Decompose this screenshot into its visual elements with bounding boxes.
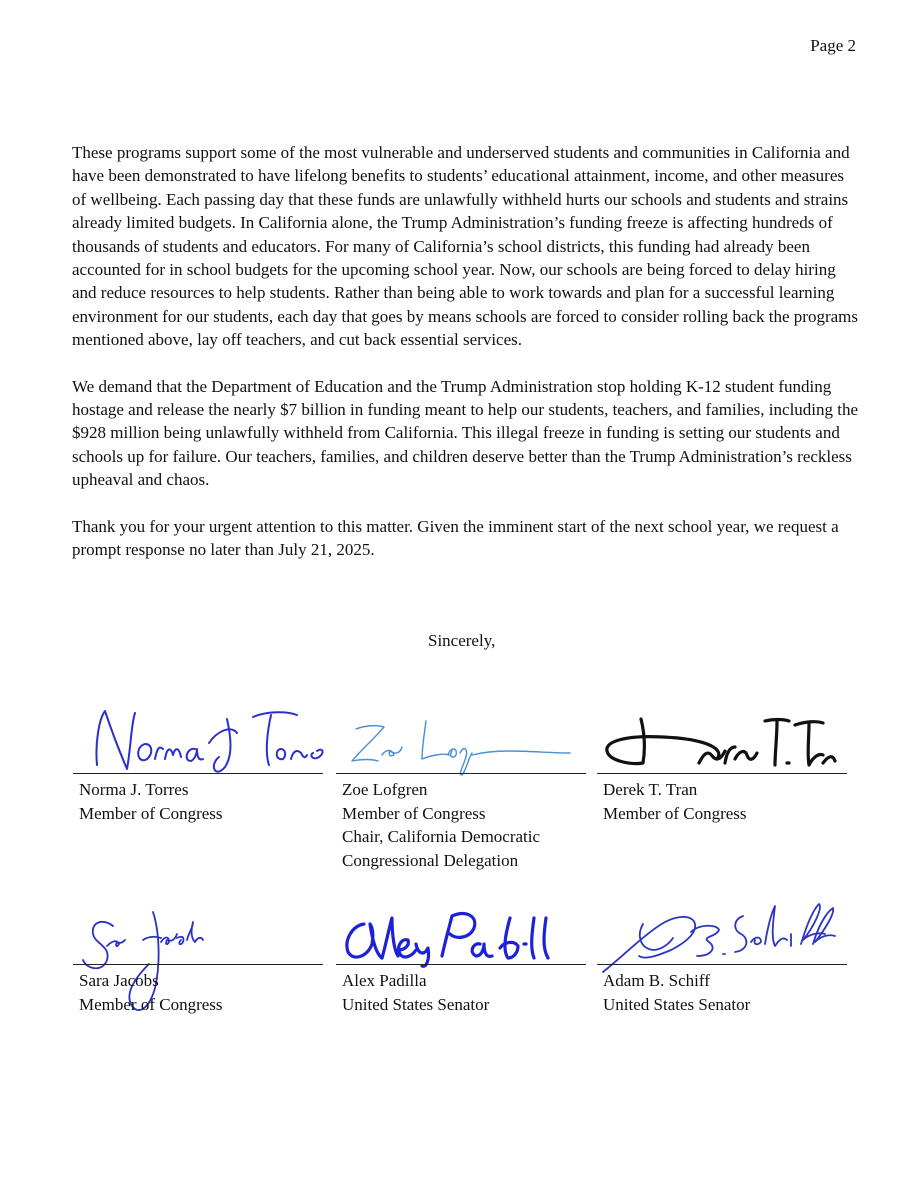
page-number: Page 2 [810, 36, 856, 55]
signatory-name: Zoe Lofgren [342, 780, 428, 799]
signatory-role-continued: Congressional Delegation [342, 850, 519, 870]
signatory-name: Adam B. Schiff [603, 971, 710, 990]
letter-body [72, 141, 862, 585]
signature-line [597, 964, 847, 965]
signature-tran [597, 711, 847, 777]
paragraph-1: These programs support some of the most vulnerable and underserved students and communities in California and have been demonstrated to have lifelong benefits to students’ educational attainment, income, and other measures of wellbeing. Each passing day that these funds are unlawfully withheld hurts our schools and students and strains already limited budgets. In California alone, the Trump Administration’s funding freeze is affecting hundreds of thousands of students and educators. For many of California’s school districts, this funding had already been accounted for in school budgets for the upcoming school year. Now, our schools are being forced to delay hiring and reduce resources to help students. Rather than being able to work towards and plan for a successful learning environment for our students, each day that goes by means schools are forced to consider rolling back the programs mentioned above, lay off teachers, and cut back essential services. [72, 143, 859, 350]
signatory-role: Chair, California Democratic [342, 827, 541, 846]
signatory-title: Member of Congress [79, 994, 223, 1014]
signature-line [73, 773, 323, 774]
signature-line [597, 773, 847, 774]
signature-torres [91, 703, 331, 783]
signatory-name: Derek T. Tran [603, 780, 698, 799]
paragraph-2: We demand that the Department of Education and the Trump Administration stop holding K-12 student funding hostage and release the nearly $7 billion in funding meant to help our students, teachers, and families, including the $928 million being unlawfully withheld from California. This illegal freeze in funding is setting our students and schools up for failure. Our teachers, families, and children deserve better than the Trump Administration’s reckless upheaval and chaos. [72, 376, 859, 490]
signatory-title: United States Senator [342, 994, 490, 1014]
signatory-name: Norma J. Torres [79, 780, 189, 799]
signatory-name: Sara Jacobs [79, 971, 159, 990]
signature-line [73, 964, 323, 965]
signatory-title: United States Senator [603, 994, 751, 1014]
signature-padilla [338, 904, 568, 968]
signatory-name: Alex Padilla [342, 971, 427, 990]
signatory-title: Member of Congress [79, 803, 223, 823]
signature-line [336, 773, 586, 774]
signatory-title: Member of Congress [603, 803, 747, 823]
signature-lofgren [344, 715, 584, 785]
closing: Sincerely, [428, 631, 496, 650]
signature-line [336, 964, 586, 965]
signatory-title: Member of Congress [342, 803, 486, 823]
paragraph-3: Thank you for your urgent attention to this matter. Given the imminent start of the next school year, we request a prompt response no later than July 21, 2025. [72, 516, 839, 560]
